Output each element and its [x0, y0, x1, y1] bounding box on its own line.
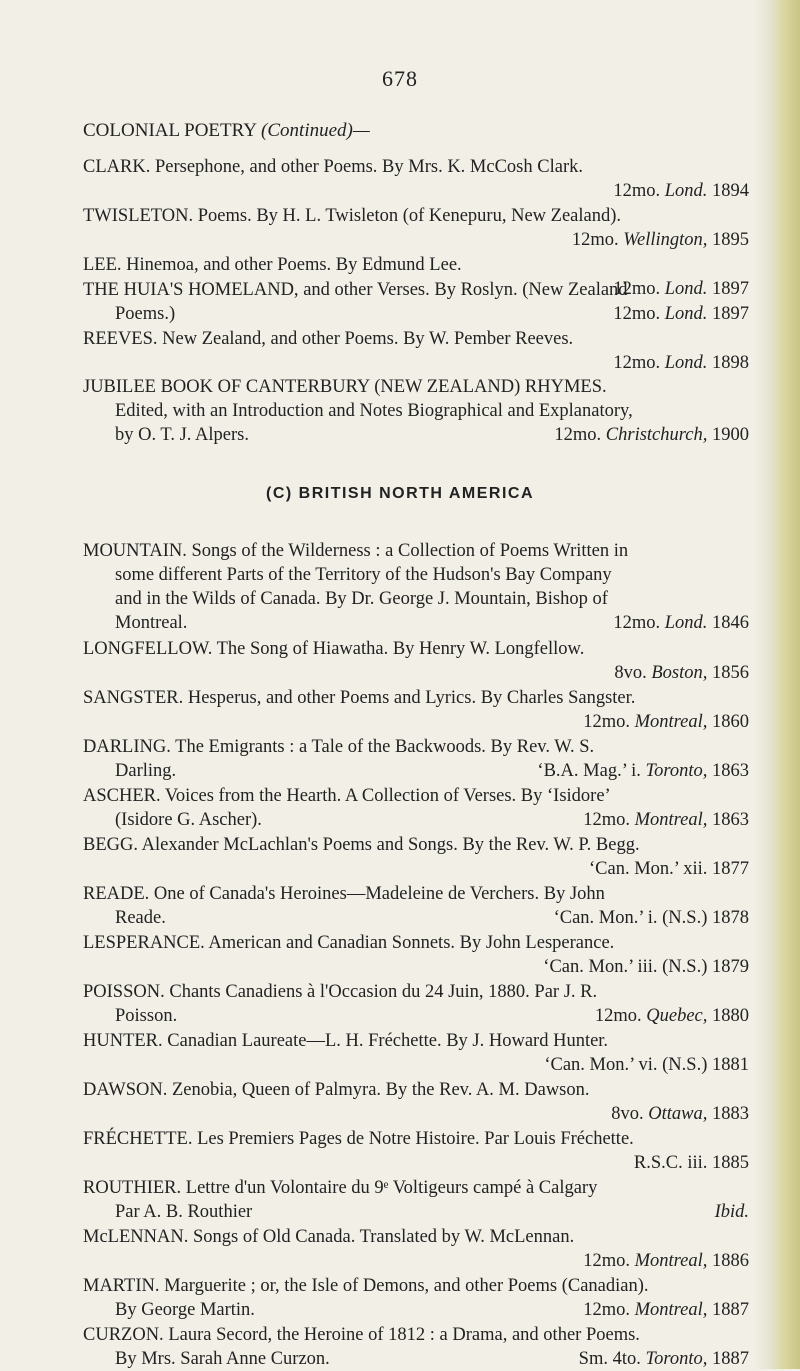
- imprint-place: Toronto,: [645, 1349, 708, 1369]
- imprint-format: ‘Can. Mon.’ vi. (N.S.): [544, 1055, 708, 1075]
- imprint-place: Montreal,: [634, 810, 708, 830]
- imprint: [544, 1053, 749, 1077]
- entry-imprint-line: [83, 302, 763, 326]
- entry-title: Persephone, and other Poems. By Mrs. K. McCosh Clark.: [154, 157, 583, 177]
- entry-imprint-line: [83, 857, 763, 881]
- entry-imprint-line: [83, 1200, 763, 1224]
- entry-line: [83, 784, 763, 808]
- imprint-place: Boston,: [651, 663, 708, 683]
- entry-continuation: Poems.): [115, 304, 176, 324]
- entry-name: THE HUIA'S HOMELAND,: [83, 280, 299, 300]
- entry-name: McLENNAN.: [83, 1227, 189, 1247]
- entry-title: Songs of the Wilderness : a Collection of Poems Written in: [191, 541, 629, 561]
- entry-imprint-line: [83, 611, 763, 635]
- entry-title: The Song of Hiawatha. By Henry W. Longfellow.: [216, 639, 585, 659]
- imprint-format: 12mo.: [594, 1006, 642, 1026]
- imprint-place: Wellington,: [623, 230, 708, 250]
- imprint: [583, 1249, 749, 1273]
- entry-continuation: Darling.: [115, 761, 177, 781]
- entry-line: [83, 327, 763, 351]
- bibliography-entry: [83, 278, 763, 326]
- entry-imprint-line: [83, 1004, 763, 1028]
- imprint-format: ‘B.A. Mag.’ i.: [537, 761, 641, 781]
- entry-title: Les Premiers Pages de Notre Histoire. Par Louis Fréchette.: [197, 1129, 634, 1149]
- entry-title: Alexander McLachlan's Poems and Songs. By the Rev. W. P. Begg.: [141, 835, 640, 855]
- entry-title: New Zealand, and other Poems. By W. Pember Reeves.: [162, 329, 574, 349]
- imprint: [554, 906, 749, 930]
- imprint-year: 1879: [712, 957, 749, 977]
- imprint-year: 1878: [712, 908, 749, 928]
- entry-name: CURZON.: [83, 1325, 164, 1345]
- bibliography-entry: [83, 735, 763, 783]
- imprint-format: 12mo.: [571, 230, 619, 250]
- bibliography-entry: [83, 1274, 763, 1322]
- entry-continuation: By Mrs. Sarah Anne Curzon.: [115, 1349, 330, 1369]
- entry-title: Voices from the Hearth. A Collection of Verses. By ‘Isidore’: [164, 786, 611, 806]
- bibliography-entry: [83, 539, 763, 635]
- imprint-year: 1898: [712, 353, 749, 373]
- imprint-year: 1863: [712, 761, 749, 781]
- imprint: [572, 228, 749, 252]
- bibliography-entry: [83, 327, 763, 375]
- bibliography-entry: [83, 204, 763, 252]
- entry-title: The Emigrants : a Tale of the Backwoods. By Rev. W. S.: [175, 737, 595, 757]
- entry-line: [83, 1078, 763, 1102]
- entry-name: SANGSTER.: [83, 688, 184, 708]
- imprint-place: Christchurch,: [605, 425, 708, 445]
- imprint-format: 12mo.: [613, 353, 661, 373]
- entry-continuation: (Isidore G. Ascher).: [115, 810, 262, 830]
- entry-name: BEGG.: [83, 835, 138, 855]
- bibliography-entry: [83, 686, 763, 734]
- imprint-year: 1897: [712, 279, 749, 299]
- bibliography-entry: [83, 1323, 763, 1371]
- entry-imprint-line: [83, 1053, 763, 1077]
- entry-title: Lettre d'un Volontaire du 9ᵉ Voltigeurs campé à Calgary: [185, 1178, 598, 1198]
- entry-name: REEVES.: [83, 329, 158, 349]
- imprint: [613, 302, 749, 326]
- imprint-format: R.S.C. iii.: [633, 1153, 708, 1173]
- entry-imprint-line: [83, 423, 763, 447]
- imprint-place: Ottawa,: [648, 1104, 708, 1124]
- entry-line: [83, 931, 763, 955]
- entry-line: [83, 637, 763, 661]
- entry-continuation: By George Martin.: [115, 1300, 255, 1320]
- imprint: [579, 1347, 749, 1371]
- entry-name: CLARK.: [83, 157, 151, 177]
- imprint-year: 1846: [712, 613, 749, 633]
- entry-imprint-line: [83, 906, 763, 930]
- imprint-place: Toronto,: [645, 761, 708, 781]
- entry-title: American and Canadian Sonnets. By John Lesperance.: [208, 933, 615, 953]
- imprint: [613, 611, 749, 635]
- entry-imprint-line: [83, 228, 763, 252]
- imprint: [634, 1151, 749, 1175]
- entry-title: Songs of Old Canada. Translated by W. McLennan.: [192, 1227, 575, 1247]
- imprint-year: 1900: [712, 425, 749, 445]
- entry-continuation: Reade.: [115, 908, 166, 928]
- entry-jubilee: [83, 375, 763, 447]
- entry-name: MOUNTAIN.: [83, 541, 187, 561]
- imprint-place: Lond.: [664, 279, 708, 299]
- bibliography-entry: [83, 882, 763, 930]
- entry-title: some different Parts of the Territory of the Hudson's Bay Company: [115, 565, 612, 585]
- section-heading: [83, 120, 370, 142]
- entry-line: [83, 278, 763, 302]
- imprint-year: 1881: [712, 1055, 749, 1075]
- imprint-format: 12mo.: [554, 425, 602, 445]
- imprint-year: 1887: [712, 1300, 749, 1320]
- imprint-place: Lond.: [664, 353, 708, 373]
- entry-continuation: Poisson.: [115, 1006, 178, 1026]
- bibliography-entry: [83, 1225, 763, 1273]
- entry-title: Poems. By H. L. Twisleton (of Kenepuru, New Zealand).: [197, 206, 622, 226]
- entry-title: and in the Wilds of Canada. By Dr. George J. Mountain, Bishop of: [115, 589, 608, 609]
- entry-line: [83, 882, 763, 906]
- entry-line: [83, 686, 763, 710]
- imprint-year: 1886: [712, 1251, 749, 1271]
- bibliography-entry: [83, 1078, 763, 1126]
- imprint: [543, 955, 749, 979]
- entry-imprint-line: [83, 710, 763, 734]
- entry-line: [83, 1225, 763, 1249]
- imprint-place: Montreal,: [634, 712, 708, 732]
- entry-line: [83, 253, 763, 277]
- page-number: 678: [382, 66, 418, 91]
- imprint-year: 1883: [712, 1104, 749, 1124]
- entry-title: Hinemoa, and other Poems. By Edmund Lee.: [126, 255, 462, 275]
- imprint-format: 12mo.: [583, 712, 630, 732]
- bibliography-entry: [83, 1176, 763, 1224]
- entry-line: [83, 1323, 763, 1347]
- imprint-year: 1877: [712, 859, 749, 879]
- entry-line: [83, 1274, 763, 1298]
- imprint-format: 12mo.: [613, 279, 661, 299]
- entry-line: [83, 204, 763, 228]
- imprint: [554, 423, 749, 447]
- entry-continuation: Montreal.: [115, 613, 188, 633]
- entry-name: DARLING.: [83, 737, 171, 757]
- entry-imprint-line: [83, 351, 763, 375]
- entry-name: POISSON.: [83, 982, 165, 1002]
- entry-line: [83, 735, 763, 759]
- entry-line: [83, 1176, 763, 1200]
- imprint-format: 12mo.: [613, 304, 661, 324]
- entry-line: [83, 833, 763, 857]
- entry-title: One of Canada's Heroines—Madeleine de Verchers. By John: [153, 884, 605, 904]
- imprint-place: Lond.: [664, 304, 708, 324]
- entry-continuation: Par A. B. Routhier: [115, 1202, 253, 1222]
- imprint-place: Montreal,: [634, 1251, 708, 1271]
- entry-imprint-line: [83, 808, 763, 832]
- imprint-format: 12mo.: [583, 1300, 630, 1320]
- entry-name: LEE.: [83, 255, 122, 275]
- bibliography-entry: [83, 931, 763, 979]
- imprint-format: 8vo.: [611, 1104, 644, 1124]
- entry-imprint-line: [83, 1298, 763, 1322]
- entry-line: JUBILEE BOOK OF CANTERBURY (NEW ZEALAND) RHYMES.: [83, 377, 607, 397]
- entry-line: [83, 587, 763, 611]
- entry-title: Chants Canadiens à l'Occasion du 24 Juin, 1880. Par J. R.: [169, 982, 598, 1002]
- imprint: [537, 759, 749, 783]
- entry-title: Canadian Laureate—L. H. Fréchette. By J. Howard Hunter.: [167, 1031, 609, 1051]
- entry-title: and other Verses. By Roslyn. (New Zealand: [303, 280, 628, 300]
- entry-continuation: by O. T. J. Alpers.: [115, 425, 249, 445]
- entry-name: LESPERANCE.: [83, 933, 205, 953]
- imprint-format: 12mo.: [613, 181, 661, 201]
- entry-title: Laura Secord, the Heroine of 1812 : a Drama, and other Poems.: [168, 1325, 640, 1345]
- entry-imprint-line: [83, 955, 763, 979]
- bibliography-entry: [83, 980, 763, 1028]
- bibliography-entry: [83, 637, 763, 685]
- imprint-place: Lond.: [664, 613, 708, 633]
- entry-line: [83, 539, 763, 563]
- imprint-year: 1887: [712, 1349, 749, 1369]
- bibliography-entry: [83, 833, 763, 881]
- imprint: [715, 1200, 749, 1224]
- imprint-year: 1894: [712, 181, 749, 201]
- entry-title: Zenobia, Queen of Palmyra. By the Rev. A. M. Dawson.: [171, 1080, 590, 1100]
- entry-name: FRÉCHETTE.: [83, 1129, 193, 1149]
- bibliography-entry: [83, 155, 763, 203]
- imprint: [589, 857, 749, 881]
- imprint-year: 1863: [712, 810, 749, 830]
- imprint-year: 1856: [712, 663, 749, 683]
- imprint-year: 1880: [712, 1006, 749, 1026]
- entry-line: [83, 155, 763, 179]
- imprint-place: Ibid.: [714, 1202, 749, 1222]
- imprint-format: 12mo.: [583, 810, 630, 830]
- bibliography-entry: [83, 784, 763, 832]
- entry-imprint-line: [83, 1102, 763, 1126]
- imprint-format: 8vo.: [614, 663, 647, 683]
- imprint-format: 12mo.: [613, 613, 661, 633]
- imprint: [583, 808, 749, 832]
- imprint-format: ‘Can. Mon.’ xii.: [589, 859, 708, 879]
- entry-imprint-line: [83, 1347, 763, 1371]
- imprint: [583, 710, 749, 734]
- entry-name: ASCHER.: [83, 786, 161, 806]
- entry-imprint-line: [83, 1249, 763, 1273]
- entry-line: [83, 563, 763, 587]
- entry-name: LONGFELLOW.: [83, 639, 213, 659]
- imprint: [613, 351, 749, 375]
- imprint-place: Quebec,: [646, 1006, 708, 1026]
- entry-name: HUNTER.: [83, 1031, 163, 1051]
- imprint: [613, 179, 749, 203]
- imprint-year: 1860: [712, 712, 749, 732]
- imprint: [595, 1004, 749, 1028]
- imprint-format: ‘Can. Mon.’ i. (N.S.): [553, 908, 708, 928]
- imprint-format: 12mo.: [583, 1251, 630, 1271]
- imprint-place: Lond.: [664, 181, 708, 201]
- entry-imprint-line: [83, 179, 763, 203]
- entry-name: READE.: [83, 884, 150, 904]
- entry-imprint-line: [83, 1151, 763, 1175]
- imprint-year: 1895: [712, 230, 749, 250]
- imprint: [611, 1102, 749, 1126]
- entry-line: Edited, with an Introduction and Notes Biographical and Explanatory,: [115, 401, 633, 421]
- imprint: [583, 1298, 749, 1322]
- heading-continued: (Continued)—: [261, 120, 370, 141]
- entry-line: [83, 980, 763, 1004]
- entry-imprint-line: [83, 759, 763, 783]
- subheading-british-north-america: (C) BRITISH NORTH AMERICA: [266, 485, 534, 502]
- entry-imprint-line: [83, 661, 763, 685]
- entry-name: TWISLETON.: [83, 206, 194, 226]
- entry-line: [83, 1127, 763, 1151]
- entry-name: MARTIN.: [83, 1276, 160, 1296]
- imprint-format: Sm. 4to.: [578, 1349, 641, 1369]
- imprint-place: Montreal,: [634, 1300, 708, 1320]
- imprint-year: 1897: [712, 304, 749, 324]
- imprint: [614, 661, 749, 685]
- entry-name: ROUTHIER.: [83, 1178, 182, 1198]
- imprint-year: 1885: [712, 1153, 749, 1173]
- bibliography-entry: [83, 1029, 763, 1077]
- entry-name: DAWSON.: [83, 1080, 168, 1100]
- entry-title: Marguerite ; or, the Isle of Demons, and other Poems (Canadian).: [164, 1276, 649, 1296]
- imprint-format: ‘Can. Mon.’ iii. (N.S.): [543, 957, 708, 977]
- entry-title: Hesperus, and other Poems and Lyrics. By Charles Sangster.: [187, 688, 636, 708]
- entry-line: [83, 1029, 763, 1053]
- heading-main: COLONIAL POETRY: [83, 120, 257, 141]
- bibliography-entry: [83, 1127, 763, 1175]
